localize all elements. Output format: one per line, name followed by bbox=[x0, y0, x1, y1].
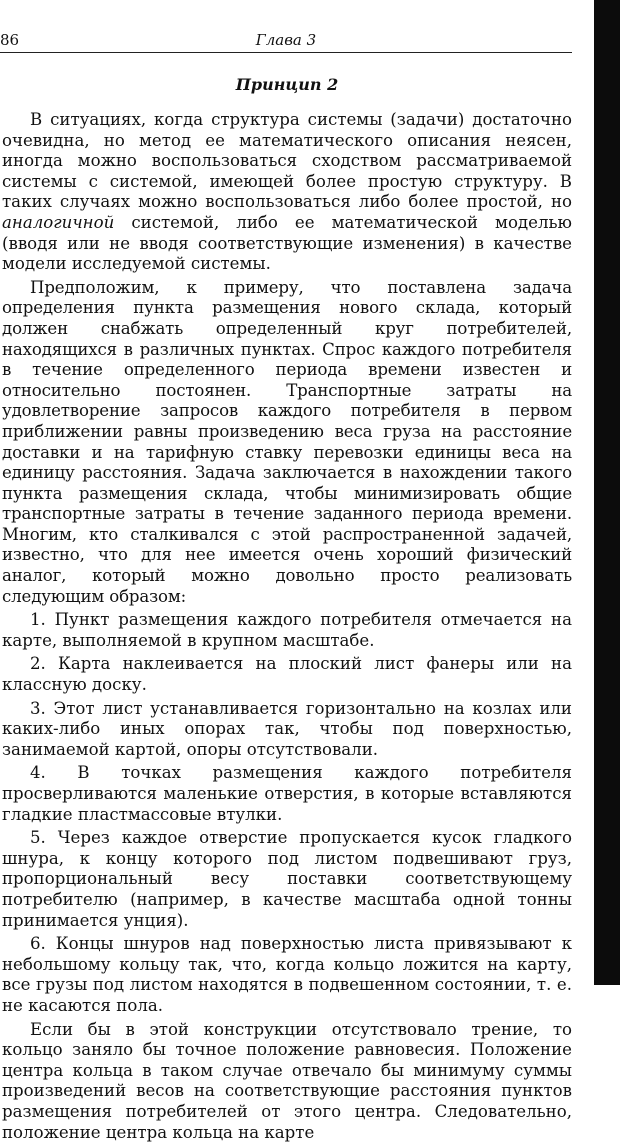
section-heading: Принцип 2 bbox=[235, 75, 339, 94]
body-text bbox=[2, 74, 572, 1146]
header-rule bbox=[0, 52, 572, 53]
page-number: 86 bbox=[0, 31, 20, 49]
list-item-3: 3. Этот лист устанавливается горизонтально на козлах или каких-либо иных опорах так, чтобы под поверхностью, занимаемой картой, опоры отсутствовали. bbox=[2, 698, 572, 759]
list-item-5: 5. Через каждое отверстие пропускается кусок гладкого шнура, к концу которого под листом подвешивают груз, пропорциональный весу поставки соответствующему потребителю (например, в качестве масштаба одной тонны принимается унция). bbox=[2, 828, 572, 930]
list-item-1: 1. Пункт размещения каждого потребителя отмечается на карте, выполняемой в крупном масштабе. bbox=[2, 610, 572, 650]
chapter-title: Глава 3 bbox=[255, 31, 317, 49]
running-head bbox=[0, 30, 572, 50]
paragraph-example: Предположим, к примеру, что поставлена задача определения пункта размещения нового склада, который должен снабжать определенный круг потребителей, находящихся в различных пунктах. Спрос каждого потребителя в течение определенного периода времени известен и относительно постоянен. Транспортные затраты на удовлетворение запросов каждого потребителя в первом приближении равны произведению веса груза на расстояние доставки и на тарифную ставку перевозки единицы веса на единицу расстояния. Задача заключается в нахождении такого пункта размещения склада, чтобы минимизировать общие транспортные затраты в течение заданного периода времени. Многим, кто сталкивался с этой распространенной задачей, известно, что для нее имеется очень хороший физический аналог, который можно довольно просто реализовать следующим образом: bbox=[2, 277, 572, 606]
list-item-4: 4. В точках размещения каждого потребителя просверливаются маленькие отверстия, в которые вставляются гладкие пластмассовые втулки. bbox=[2, 763, 572, 824]
paragraph-intro-after: системой, либо ее математической моделью (вводя или не вводя соответствующие изменения) в качестве модели исследуемой системы. bbox=[2, 212, 572, 274]
paragraph-intro bbox=[2, 110, 572, 275]
emphasis-word: аналогичной bbox=[2, 212, 115, 232]
paragraph-intro-before: В ситуациях, когда структура системы (задачи) достаточно очевидна, но метод ее математического описания неясен, иногда можно воспользоваться сходством рассматриваемой системы с системой, имеющей более простую структуру. В таких случаях можно воспользоваться либо более простой, но bbox=[2, 110, 572, 212]
scan-edge-shadow bbox=[594, 0, 620, 985]
paragraph-conclusion: Если бы в этой конструкции отсутствовало трение, то кольцо заняло бы точное положение равновесия. Положение центра кольца в таком случае отвечало бы минимуму суммы произведений весов на соответствующие расстояния пунктов размещения потребителей от этого центра. Следовательно, положение центра кольца на карте bbox=[2, 1019, 572, 1142]
list-item-2: 2. Карта наклеивается на плоский лист фанеры или на классную доску. bbox=[2, 654, 572, 695]
list-item-6: 6. Концы шнуров над поверхностью листа привязывают к небольшому кольцу так, что, когда кольцо ложится на карту, все грузы под листом находятся в подвешенном состоянии, т. е. не касаются пола. bbox=[2, 934, 572, 1015]
